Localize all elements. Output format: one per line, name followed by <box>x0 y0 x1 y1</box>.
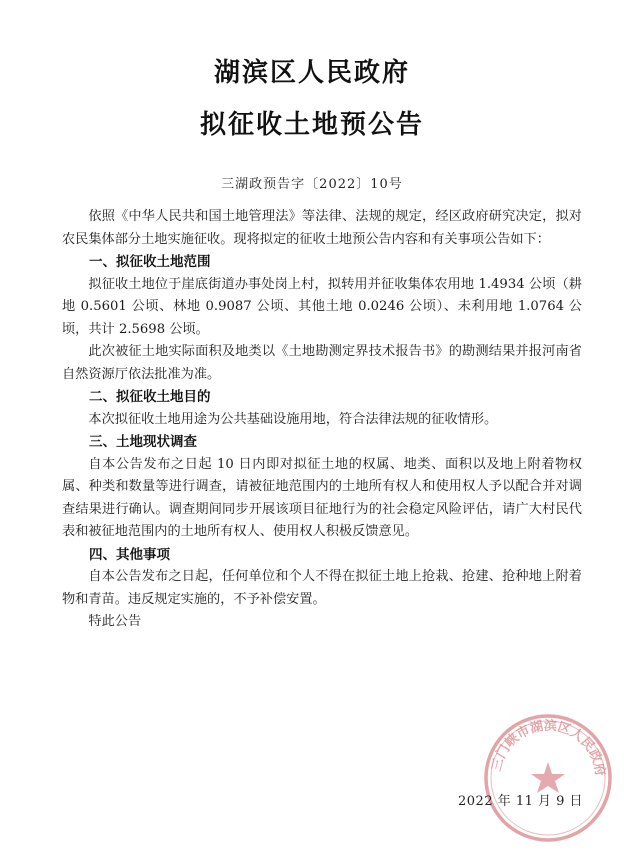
document-title-line2: 拟征收土地预公告 <box>199 110 424 140</box>
document-date: 2022 年 11 月 9 日 <box>458 794 584 809</box>
section-paragraph: 自本公告发布之日起，任何单位和个人不得在拟征土地上抢栽、抢建、抢种地上附着物和青苗。违反规定实施的，不予补偿安置。 <box>62 569 582 607</box>
seal-star-icon <box>531 762 565 793</box>
seal-text: 三门峡市湖滨区人民政府 <box>489 718 608 778</box>
intro-paragraph: 依照《中华人民共和国土地管理法》等法律、法规的规定，经区政府研究决定，拟对农民集体部分土地实施征收。现将拟定的征收土地预公告内容和有关事项公告如下： <box>62 209 582 247</box>
closing-text: 特此公告 <box>88 614 142 629</box>
section-heading: 三、土地现状调查 <box>89 434 197 450</box>
document-number: 三湖政预告字〔2022〕10号 <box>221 177 403 192</box>
document-title-line1: 湖滨区人民政府 <box>213 58 410 88</box>
section-paragraph: 本次拟征收土地用途为公共基础设施用地，符合法律法规的征收情形。 <box>88 411 498 427</box>
document-body <box>62 206 582 634</box>
section-paragraph: 此次被征土地实际面积及地类以《土地勘测定界技术报告书》的勘测结果并报河南省自然资源厅依法批准为准。 <box>62 344 582 382</box>
section-heading: 四、其他事项 <box>89 546 170 563</box>
section-heading: 一、拟征收土地范围 <box>89 254 211 270</box>
section-heading: 二、拟征收土地目的 <box>89 389 211 405</box>
section-paragraph: 拟征收土地位于崖底街道办事处岗上村，拟转用并征收集体农用地 1.4934 公顷（耕地 0.5601 公顷、林地 0.9087 公顷、其他土地 0.0246 公顷）、未利用地 1.0764 公顷，共计 2.5698 公顷。 <box>62 276 582 337</box>
official-seal <box>470 700 620 850</box>
section-paragraph: 自本公告发布之日起 10 日内即对拟征土地的权属、地类、面积以及地上附着物权属、种类和数量等进行调查，请被征地范围内的土地所有权人和使用权人予以配合并对调查结果进行确认。调查期间同步开展该项目征地行为的社会稳定风险评估，请广大村民代表和被征地范围内的土地所有权人、使用权人积极反馈意见。 <box>62 456 582 539</box>
